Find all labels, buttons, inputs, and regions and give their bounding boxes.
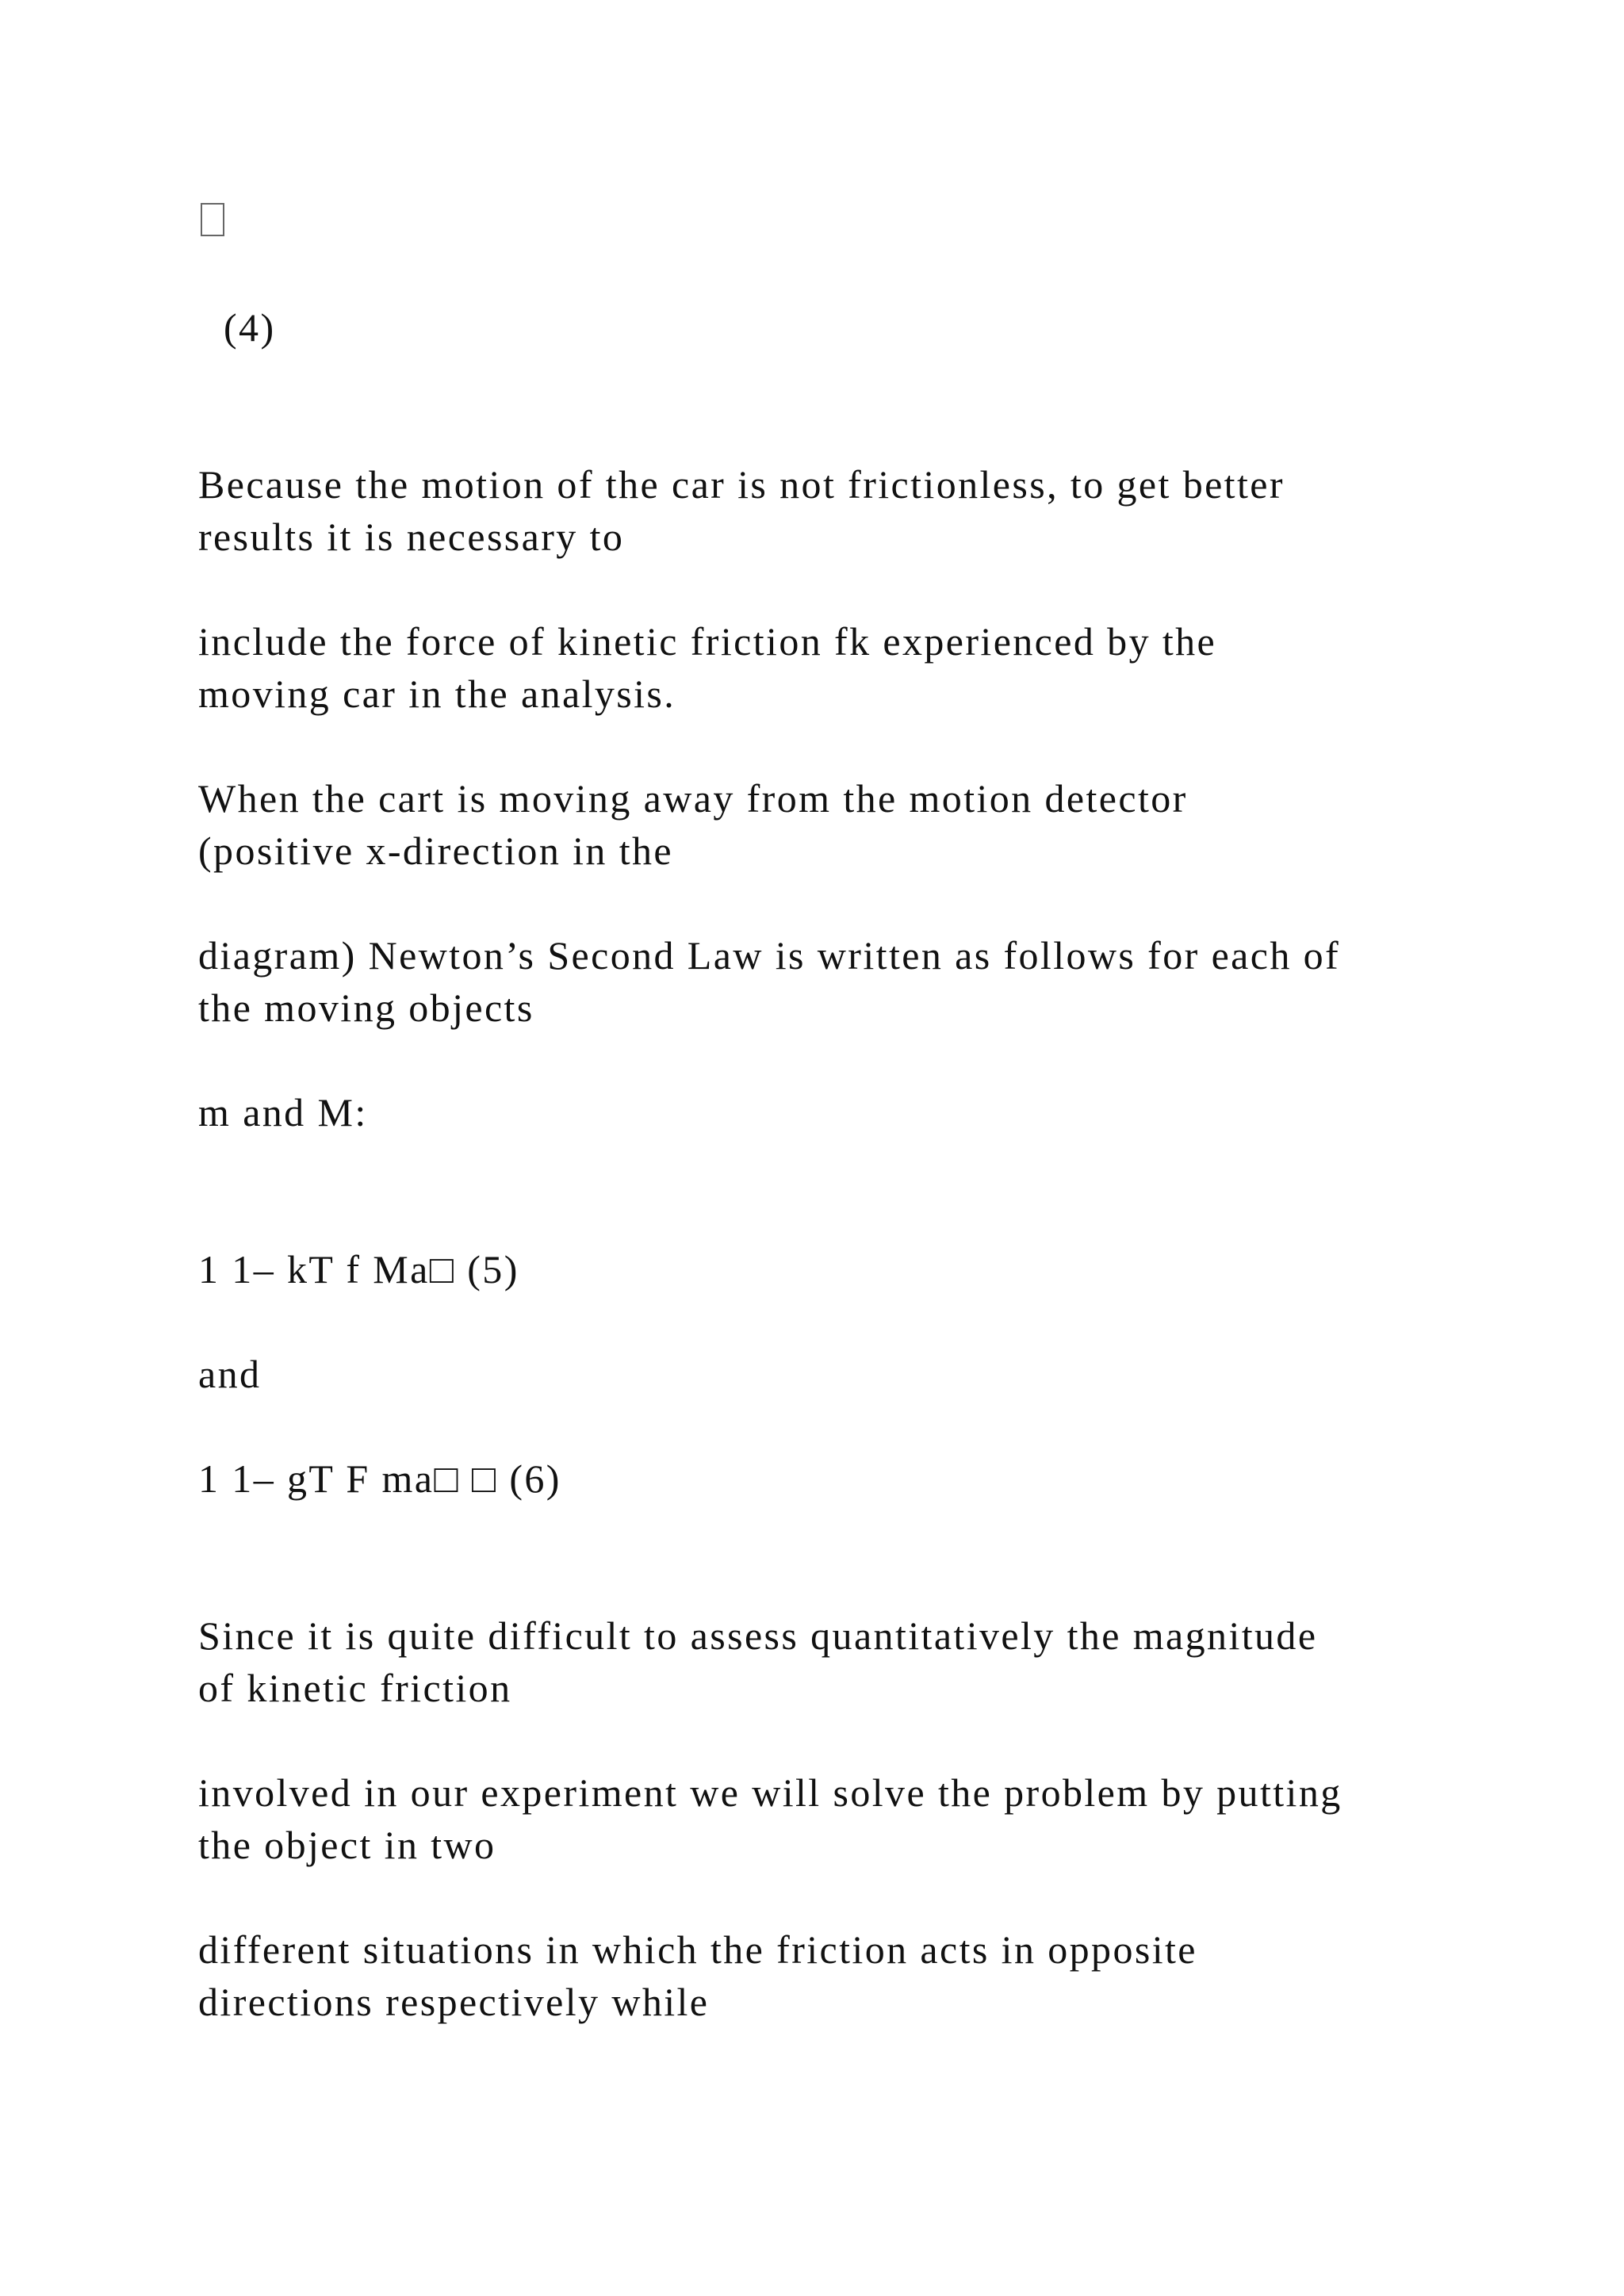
paragraph-2-line-1: include the force of kinetic friction fk experienced by the bbox=[198, 619, 1217, 664]
paragraph-4-line-1: diagram) Newton’s Second Law is written as follows for each of bbox=[198, 933, 1341, 978]
paragraph-8-line-2: directions respectively while bbox=[198, 1980, 710, 2024]
missing-glyph-icon bbox=[201, 203, 224, 236]
paragraph-1-line-2: results it is necessary to bbox=[198, 515, 625, 559]
paragraph-5: m and M: bbox=[198, 1090, 368, 1135]
paragraph-6-line-2: of kinetic friction bbox=[198, 1666, 512, 1710]
paragraph-3-line-1: When the cart is moving away from the motion detector bbox=[198, 776, 1188, 821]
paragraph-2-line-2: moving car in the analysis. bbox=[198, 672, 676, 716]
equation-5: 1 1– kT f Ma□ (5) bbox=[198, 1247, 519, 1292]
paragraph-7-line-1: involved in our experiment we will solve the problem by putting bbox=[198, 1770, 1342, 1815]
paragraph-6-line-1: Since it is quite difficult to assess quantitatively the magnitude bbox=[198, 1613, 1318, 1658]
equation-4-label: (4) bbox=[224, 305, 276, 350]
paragraph-4-line-2: the moving objects bbox=[198, 985, 534, 1030]
connector-and: and bbox=[198, 1352, 262, 1396]
paragraph-7-line-2: the object in two bbox=[198, 1823, 496, 1867]
paragraph-3-line-2: (positive x-direction in the bbox=[198, 828, 674, 873]
paragraph-1-line-1: Because the motion of the car is not frictionless, to get better bbox=[198, 462, 1285, 507]
equation-6: 1 1– gT F ma□ □ (6) bbox=[198, 1456, 561, 1501]
paragraph-8-line-1: different situations in which the friction acts in opposite bbox=[198, 1927, 1197, 1972]
